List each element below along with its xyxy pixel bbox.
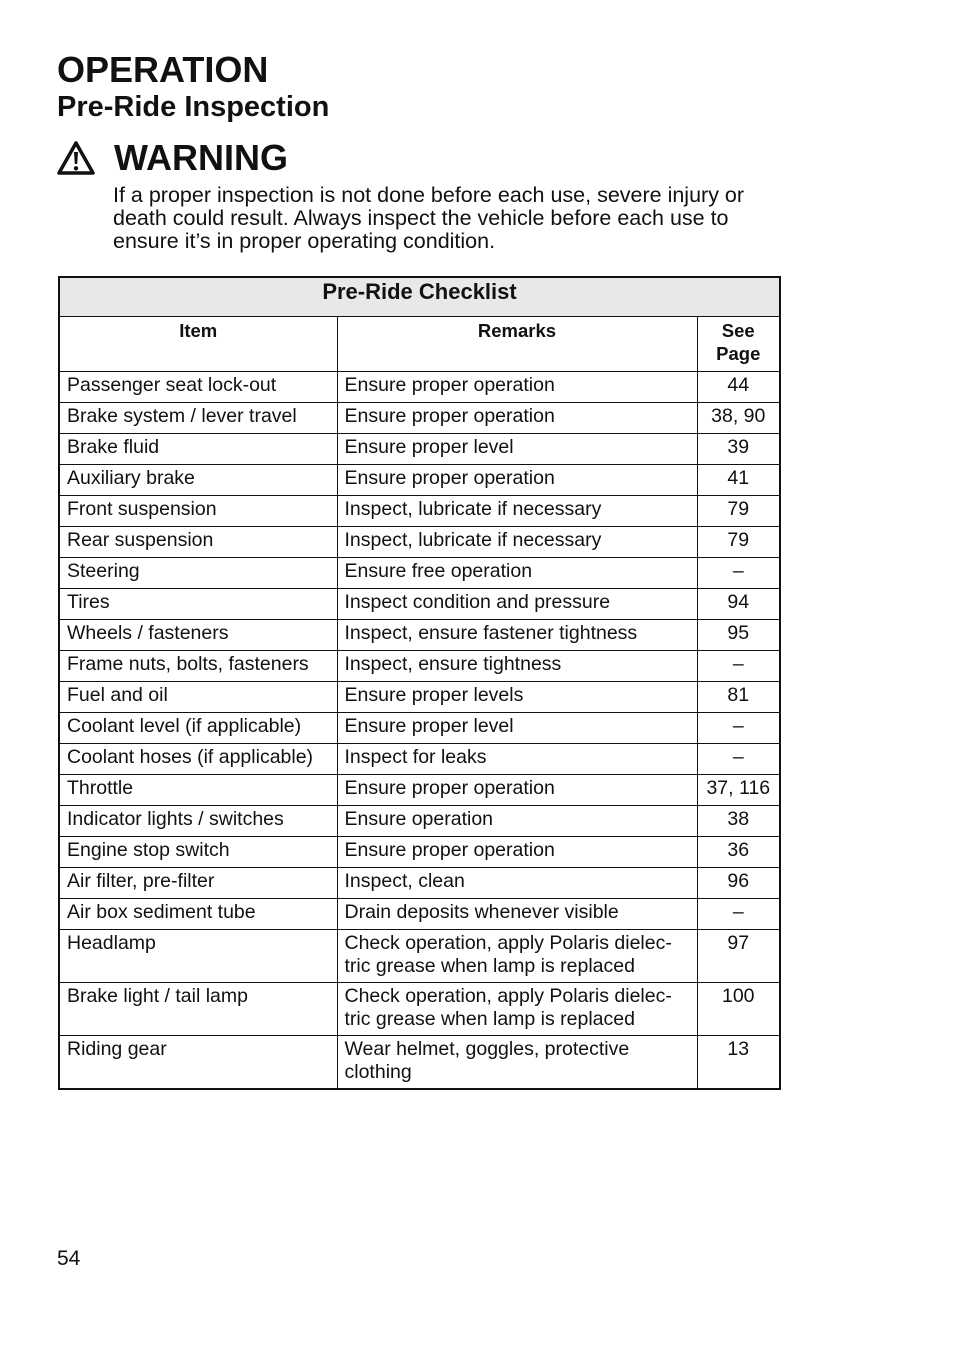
table-row xyxy=(59,465,780,496)
cell-item: Indicator lights / switches xyxy=(59,806,337,837)
cell-remarks: Ensure proper level xyxy=(337,713,697,744)
checklist-body xyxy=(59,372,780,1090)
cell-see-page: 44 xyxy=(697,372,780,403)
table-row xyxy=(59,930,780,983)
cell-see-page: 100 xyxy=(697,983,780,1036)
cell-see-page: 38 xyxy=(697,806,780,837)
checklist-title: Pre-Ride Checklist xyxy=(59,277,780,317)
cell-item: Engine stop switch xyxy=(59,837,337,868)
table-row xyxy=(59,1036,780,1090)
warning-heading xyxy=(57,138,288,178)
table-row xyxy=(59,620,780,651)
cell-item: Wheels / fasteners xyxy=(59,620,337,651)
warning-triangle-icon xyxy=(57,141,95,175)
page-number: 54 xyxy=(57,1247,81,1270)
cell-item: Steering xyxy=(59,558,337,589)
cell-item: Tires xyxy=(59,589,337,620)
column-header-see-page xyxy=(697,317,780,372)
cell-see-page: 38, 90 xyxy=(697,403,780,434)
table-row xyxy=(59,527,780,558)
cell-remarks: Ensure proper operation xyxy=(337,775,697,806)
cell-item: Front suspension xyxy=(59,496,337,527)
cell-item: Coolant level (if applicable) xyxy=(59,713,337,744)
table-row xyxy=(59,589,780,620)
table-row xyxy=(59,899,780,930)
cell-see-page: – xyxy=(697,744,780,775)
table-row xyxy=(59,372,780,403)
warning-label: WARNING xyxy=(114,137,288,178)
cell-item: Frame nuts, bolts, fasteners xyxy=(59,651,337,682)
cell-remarks: Inspect condition and pressure xyxy=(337,589,697,620)
cell-remarks: Drain deposits whenever visible xyxy=(337,899,697,930)
cell-item: Passenger seat lock-out xyxy=(59,372,337,403)
table-row xyxy=(59,868,780,899)
cell-see-page: 81 xyxy=(697,682,780,713)
cell-see-page: 36 xyxy=(697,837,780,868)
table-row xyxy=(59,403,780,434)
cell-see-page: – xyxy=(697,899,780,930)
cell-item: Auxiliary brake xyxy=(59,465,337,496)
cell-remarks: Check operation, apply Polaris dielec- tric grease when lamp is replaced xyxy=(337,983,697,1036)
cell-see-page: 79 xyxy=(697,496,780,527)
cell-remarks: Check operation, apply Polaris dielec- tric grease when lamp is replaced xyxy=(337,930,697,983)
cell-remarks: Ensure proper operation xyxy=(337,403,697,434)
cell-remarks: Ensure proper operation xyxy=(337,372,697,403)
cell-remarks: Inspect, lubricate if necessary xyxy=(337,496,697,527)
pre-ride-checklist-table xyxy=(58,276,781,1090)
cell-item: Coolant hoses (if applicable) xyxy=(59,744,337,775)
warning-text: If a proper inspection is not done before each use, severe injury or death could result. Always inspect the vehicle before each use to ensure it’s in proper operating condition. xyxy=(113,183,745,253)
table-row xyxy=(59,713,780,744)
cell-item: Brake light / tail lamp xyxy=(59,983,337,1036)
cell-see-page: – xyxy=(697,713,780,744)
column-header-remarks: Remarks xyxy=(337,317,697,372)
cell-see-page: 96 xyxy=(697,868,780,899)
cell-item: Air box sediment tube xyxy=(59,899,337,930)
see-page-line-2: Page xyxy=(716,343,761,364)
cell-see-page: – xyxy=(697,651,780,682)
cell-see-page: 13 xyxy=(697,1036,780,1090)
cell-remarks: Inspect, lubricate if necessary xyxy=(337,527,697,558)
cell-remarks: Ensure proper level xyxy=(337,434,697,465)
table-row xyxy=(59,806,780,837)
cell-remarks: Inspect, ensure fastener tightness xyxy=(337,620,697,651)
table-row xyxy=(59,744,780,775)
cell-item: Brake system / lever travel xyxy=(59,403,337,434)
see-page-line-1: See xyxy=(721,320,755,341)
cell-see-page: 37, 116 xyxy=(697,775,780,806)
cell-see-page: 95 xyxy=(697,620,780,651)
table-row xyxy=(59,983,780,1036)
cell-remarks: Inspect, ensure tightness xyxy=(337,651,697,682)
table-row xyxy=(59,837,780,868)
cell-item: Air filter, pre-filter xyxy=(59,868,337,899)
cell-remarks: Inspect, clean xyxy=(337,868,697,899)
cell-remarks: Ensure proper operation xyxy=(337,465,697,496)
table-row xyxy=(59,775,780,806)
section-title: OPERATION xyxy=(57,49,269,90)
table-row xyxy=(59,558,780,589)
column-header-item: Item xyxy=(59,317,337,372)
cell-see-page: 79 xyxy=(697,527,780,558)
cell-remarks: Ensure proper operation xyxy=(337,837,697,868)
cell-see-page: 97 xyxy=(697,930,780,983)
cell-item: Headlamp xyxy=(59,930,337,983)
cell-remarks: Ensure operation xyxy=(337,806,697,837)
table-row xyxy=(59,434,780,465)
cell-see-page: 39 xyxy=(697,434,780,465)
cell-item: Riding gear xyxy=(59,1036,337,1090)
table-row xyxy=(59,682,780,713)
cell-item: Throttle xyxy=(59,775,337,806)
table-caption-row xyxy=(59,277,780,317)
cell-item: Fuel and oil xyxy=(59,682,337,713)
table-row xyxy=(59,496,780,527)
cell-see-page: 94 xyxy=(697,589,780,620)
cell-item: Brake fluid xyxy=(59,434,337,465)
cell-item: Rear suspension xyxy=(59,527,337,558)
cell-remarks: Wear helmet, goggles, protective clothing xyxy=(337,1036,697,1090)
cell-remarks: Inspect for leaks xyxy=(337,744,697,775)
table-header-row xyxy=(59,317,780,372)
cell-remarks: Ensure proper levels xyxy=(337,682,697,713)
subsection-title: Pre-Ride Inspection xyxy=(57,91,330,123)
cell-see-page: – xyxy=(697,558,780,589)
table-row xyxy=(59,651,780,682)
cell-see-page: 41 xyxy=(697,465,780,496)
cell-remarks: Ensure free operation xyxy=(337,558,697,589)
